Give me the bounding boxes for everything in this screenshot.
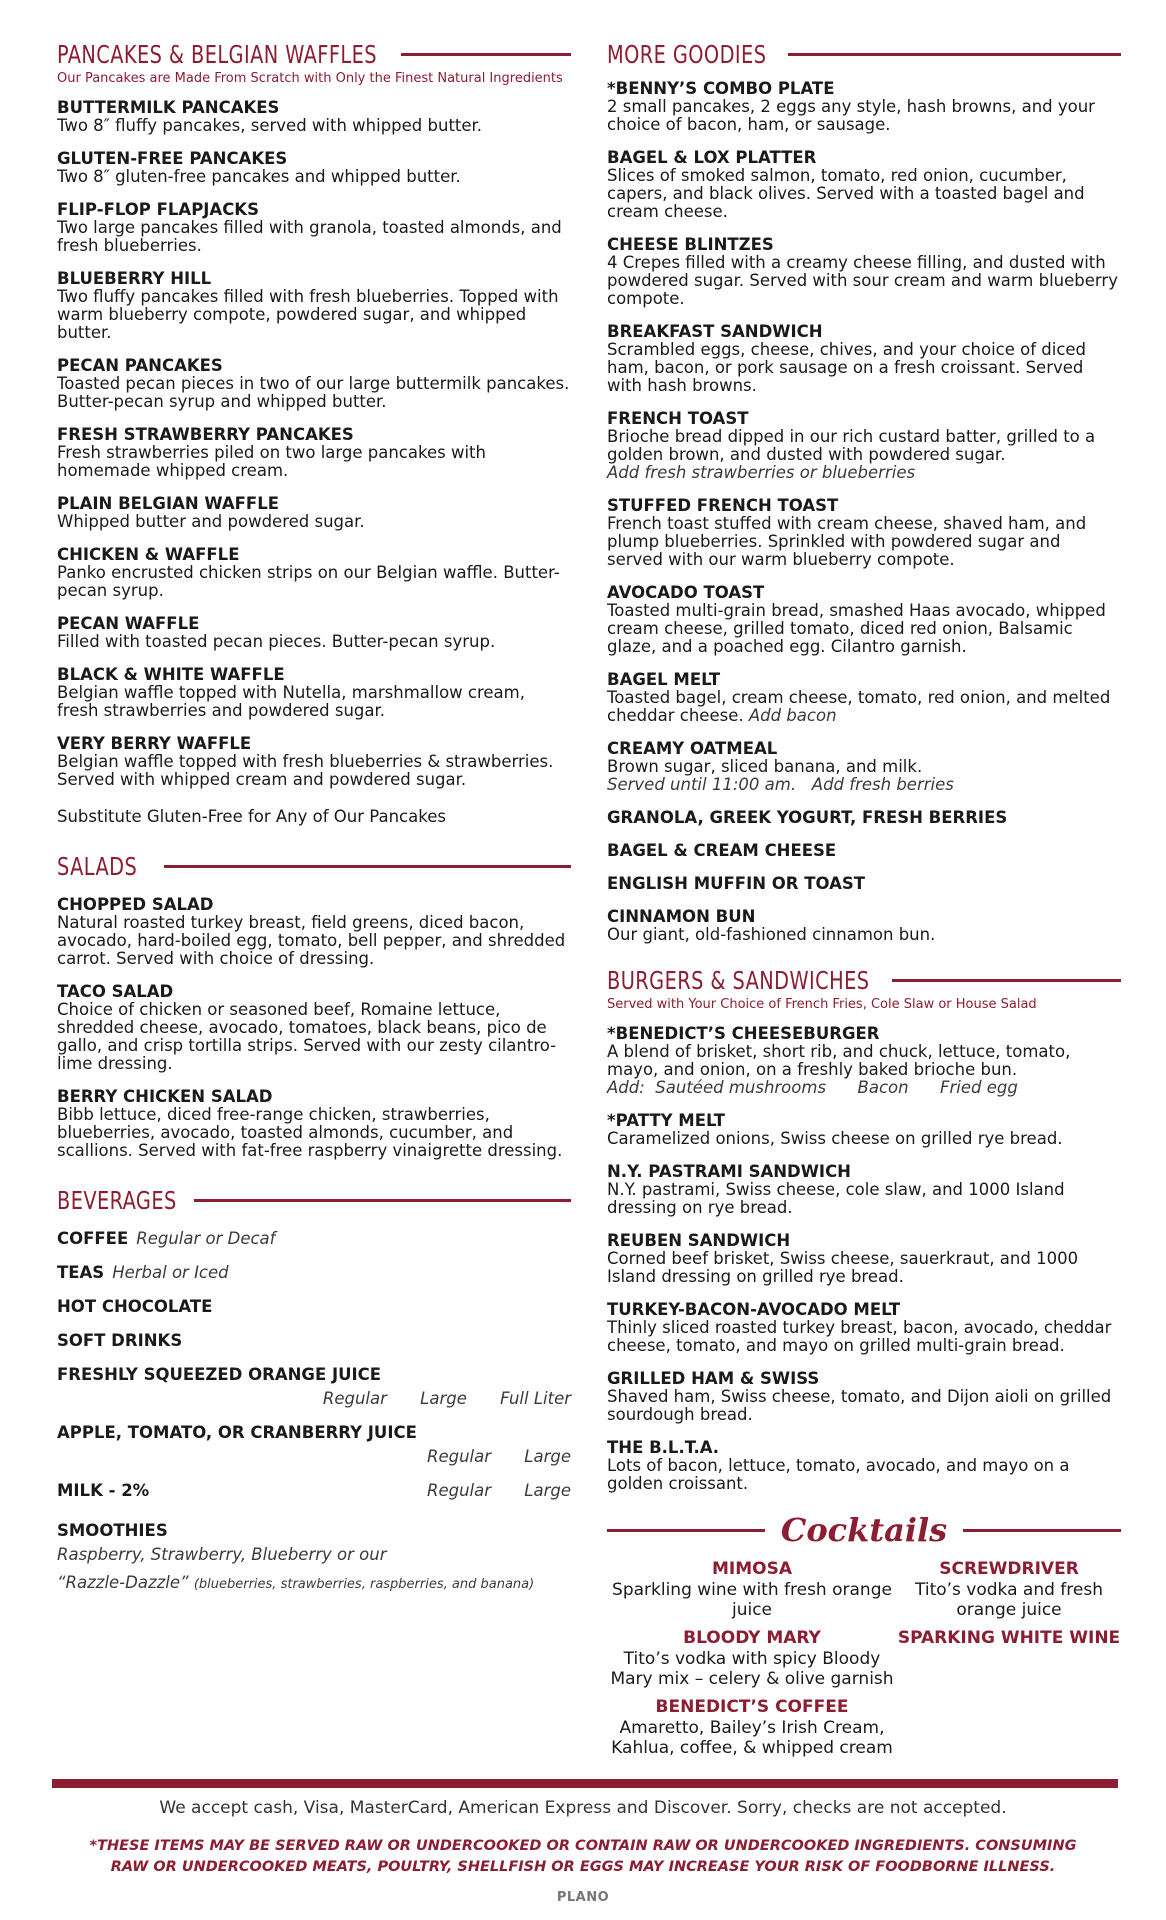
item-desc-text: Brown sugar, sliced banana, and milk. [607,757,923,776]
item-desc [57,513,571,531]
item-desc-text: N.Y. pastrami, Swiss cheese, cole slaw, and 1000 Island dressing on rye bread. [607,1180,1065,1217]
item-name: STUFFED FRENCH TOAST [607,496,839,515]
goodies-section [607,40,1121,944]
item-desc [607,254,1121,308]
cocktail-desc: Tito’s vodka and fresh orange juice [914,1580,1103,1620]
item-name: CHICKEN & WAFFLE [57,545,240,564]
menu-item [607,739,1121,794]
menu-item [57,665,571,720]
item-desc-text: Belgian waffle topped with Nutella, marshmallow cream, fresh strawberries and powdered sugar. [57,683,525,720]
menu-item [57,1087,571,1160]
item-desc-text: Belgian waffle topped with fresh blueberries & strawberries. Served with whipped cream and powdered sugar. [57,752,554,789]
size-option: Full Liter [500,1389,571,1408]
location-label: PLANO [556,1890,610,1905]
cocktails-title: Cocktails [780,1511,948,1549]
gluten-free-note: Substitute Gluten-Free for Any of Our Pancakes [57,807,446,826]
burger-items [607,1024,1121,1493]
item-desc-text: Lots of bacon, lettuce, tomato, avocado, and mayo on a golden croissant. [607,1456,1070,1493]
size-option: Large [524,1447,571,1466]
menu-item [57,98,571,135]
item-name: FLIP-FLOP FLAPJACKS [57,200,259,219]
item-desc-text: 4 Crepes filled with a creamy cheese filling, and dusted with powdered sugar. Served with sour cream and warm blueberry compote. [607,253,1118,308]
menu-item [607,670,1121,725]
item-name: GRANOLA, GREEK YOGURT, FRESH BERRIES [607,808,1008,827]
section-title: BEVERAGES [57,1186,177,1215]
cocktail-desc: Amaretto, Bailey’s Irish Cream, Kahlua, coffee, & whipped cream [611,1718,893,1758]
section-title: PANCAKES & BELGIAN WAFFLES [57,40,377,69]
item-name: BUTTERMILK PANCAKES [57,98,280,117]
cocktail-item [897,1559,1121,1620]
menu-item [607,1300,1121,1355]
section-subtitle: Our Pancakes are Made From Scratch with Only the Finest Natural Ingredients [57,71,563,86]
size-option: Large [420,1389,467,1408]
item-name: ENGLISH MUFFIN OR TOAST [607,874,865,893]
item-desc [607,1319,1121,1355]
item-name: BAGEL & CREAM CHEESE [607,841,837,860]
cocktail-item [607,1697,897,1758]
item-desc-text: Two fluffy pancakes filled with fresh blueberries. Topped with warm blueberry compote, powdered sugar, and whipped butter. [57,287,559,342]
menu-item [607,841,1121,860]
item-name: PLAIN BELGIAN WAFFLE [57,494,279,513]
size-options [399,1481,571,1501]
item-desc [57,117,571,135]
item-desc [57,219,571,255]
item-name: AVOCADO TOAST [607,583,765,602]
item-desc [57,1001,571,1073]
item-desc [57,444,571,480]
item-name: GLUTEN-FREE PANCAKES [57,149,288,168]
section-header [57,1186,571,1215]
menu-item [607,1024,1121,1097]
payment-note: We accept cash, Visa, MasterCard, American Express and Discover. Sorry, checks are not accepted. [159,1798,1007,1818]
cocktail-name: SPARKING WHITE WINE [897,1628,1121,1648]
item-name: BAGEL & LOX PLATTER [607,148,817,167]
section-rule [607,1529,765,1532]
size-option: Regular [427,1481,492,1500]
item-name: PECAN WAFFLE [57,614,200,633]
item-desc-text: Fresh strawberries piled on two large pancakes with homemade whipped cream. [57,443,486,480]
item-desc-text: Thinly sliced roasted turkey breast, bacon, avocado, cheddar cheese, tomato, and mayo on grilled multi-grain bread. [607,1318,1112,1355]
menu-item [607,1162,1121,1217]
item-name: BLACK & WHITE WAFFLE [57,665,285,684]
item-desc [607,341,1121,395]
item-desc [57,168,571,186]
item-desc [607,926,1121,944]
menu-item [607,322,1121,395]
item-desc-text: Two 8″ gluten-free pancakes and whipped butter. [57,167,461,186]
item-desc-text: Shaved ham, Swiss cheese, tomato, and Dijon aioli on grilled sourdough bread. [607,1387,1112,1424]
item-name: TURKEY-BACON-AVOCADO MELT [607,1300,901,1319]
section-header [57,40,571,69]
razzle-dazzle-detail: (blueberries, strawberries, raspberries, and banana) [193,1577,535,1592]
pancakes-section [57,40,571,826]
item-desc [607,1250,1121,1286]
item-name: CHEESE BLINTZES [607,235,774,254]
smoothies-row [57,1521,571,1599]
size-option: Large [524,1481,571,1500]
item-name: CREAMY OATMEAL [607,739,778,758]
item-desc-text: Corned beef brisket, Swiss cheese, sauerkraut, and 1000 Island dressing on grilled rye bread. [607,1249,1079,1286]
item-desc-text: Toasted bagel, cream cheese, tomato, red onion, and melted cheddar cheese. [607,688,1111,725]
cocktail-item [607,1628,897,1689]
menu-item [57,200,571,255]
cocktail-item [897,1628,1121,1649]
milk-row [57,1481,571,1501]
cocktail-name: MIMOSA [711,1559,792,1579]
section-rule [164,865,571,868]
burgers-section [607,966,1121,1493]
section-subtitle: Served with Your Choice of French Fries, Cole Slaw or House Salad [607,997,1037,1012]
menu-item [57,494,571,531]
menu-item [607,1231,1121,1286]
bev-name: TEAS [57,1263,105,1282]
item-addon: Served until 11:00 am. Add fresh berries [607,775,954,794]
menu-item [607,1438,1121,1493]
cocktail-item [607,1559,897,1620]
pancake-items [57,98,571,789]
juice-row [57,1423,571,1467]
item-desc [57,564,571,600]
coffee-row [57,1229,571,1249]
item-desc [57,375,571,411]
section-title: SALADS [57,852,138,881]
razzle-dazzle: “Razzle-Dazzle” [57,1573,189,1592]
size-options [57,1447,571,1467]
size-options [57,1389,571,1409]
menu-item [607,235,1121,308]
cocktails-section [607,1511,1121,1766]
item-desc [57,753,571,789]
item-desc [57,288,571,342]
item-name: BERRY CHICKEN SALAD [57,1087,273,1106]
goodies-items [607,79,1121,944]
section-rule [892,979,1121,982]
item-desc [607,1130,1121,1148]
menu-item [607,79,1121,134]
smoothie-desc: Raspberry, Strawberry, Blueberry or our [57,1545,387,1564]
item-desc [607,689,1121,725]
cocktail-name: BENEDICT’S COFFEE [655,1697,849,1717]
item-name: FRESH STRAWBERRY PANCAKES [57,425,354,444]
menu-item [607,583,1121,656]
item-name: *BENEDICT’S CHEESEBURGER [607,1024,880,1043]
menu-item [607,409,1121,482]
item-name: *BENNY’S COMBO PLATE [607,79,835,98]
item-name: FRENCH TOAST [607,409,749,428]
item-desc [57,914,571,968]
item-name: *PATTY MELT [607,1111,726,1130]
item-desc-text: A blend of brisket, short rib, and chuck, lettuce, tomato, mayo, and onion, on a freshly baked brioche bun. [607,1042,1071,1079]
item-desc-text: Choice of chicken or seasoned beef, Romaine lettuce, shredded cheese, avocado, tomatoes, black beans, pico de gallo, and crisp tortilla strips. Served with our zesty cilantro-lime dressing. [57,1000,557,1073]
menu-item [607,808,1121,827]
cocktail-column-right [897,1559,1121,1766]
menu-item [607,1369,1121,1424]
menu-item [57,356,571,411]
cocktail-name: SCREWDRIVER [939,1559,1079,1579]
size-option: Regular [322,1389,387,1408]
section-rule [194,1199,571,1202]
item-desc [607,1457,1121,1493]
menu-item [57,545,571,600]
item-desc-text: Natural roasted turkey breast, field greens, diced bacon, avocado, hard-boiled egg, tomato, bell pepper, and shredded carrot. Served with choice of dressing. [57,913,566,968]
menu-item [607,874,1121,893]
bev-name: COFFEE [57,1229,129,1248]
item-name: THE B.L.T.A. [607,1438,720,1457]
item-desc-text: Scrambled eggs, cheese, chives, and your choice of diced ham, bacon, or pork sausage on a fresh croissant. Served with hash browns. [607,340,1087,395]
section-rule [788,53,1121,56]
section-header [607,40,1121,69]
bev-option: Regular or Decaf [136,1229,276,1248]
cocktail-column-left [607,1559,897,1766]
menu-item [607,1111,1121,1148]
item-desc-text: Filled with toasted pecan pieces. Butter-pecan syrup. [57,632,496,651]
item-name: CINNAMON BUN [607,907,756,926]
cocktail-desc: Sparkling wine with fresh orange juice [612,1580,892,1620]
bev-option: Herbal or Iced [112,1263,229,1282]
item-desc-text: Slices of smoked salmon, tomato, red onion, cucumber, capers, and black olives. Served with a toasted bagel and cream cheese. [607,166,1085,221]
section-rule [401,53,571,56]
salad-items [57,895,571,1160]
menu-item [57,149,571,186]
item-desc [607,428,1121,464]
item-desc-text: Bibb lettuce, diced free-range chicken, strawberries, blueberries, avocado, toasted almonds, cucumber, and scallions. Served with fat-free raspberry vinaigrette dressing. [57,1105,563,1160]
item-desc [57,684,571,720]
item-desc [607,1043,1121,1079]
section-rule [963,1529,1121,1532]
oj-row [57,1365,571,1409]
menu-item [607,148,1121,221]
item-desc [57,633,571,651]
item-desc [607,1388,1121,1424]
item-desc-text: Toasted pecan pieces in two of our large buttermilk pancakes. Butter-pecan syrup and whipped butter. [57,374,570,411]
item-desc [607,602,1121,656]
salads-section [57,852,571,1160]
item-addon: Add: Sautéed mushrooms Bacon Fried egg [607,1078,1018,1097]
item-name: PECAN PANCAKES [57,356,223,375]
menu-item [57,734,571,789]
bev-name: APPLE, TOMATO, OR CRANBERRY JUICE [57,1423,417,1442]
item-desc [607,167,1121,221]
item-desc-text: Toasted multi-grain bread, smashed Haas avocado, whipped cream cheese, grilled tomato, diced red onion, Balsamic glaze, and a poached egg. Cilantro garnish. [607,601,1106,656]
item-desc-text: Two large pancakes filled with granola, toasted almonds, and fresh blueberries. [57,218,562,255]
item-name: REUBEN SANDWICH [607,1231,791,1250]
menu-item [607,496,1121,569]
menu-item [57,269,571,342]
cocktail-header [607,1511,1121,1549]
cocktail-list [607,1559,1121,1766]
menu-item [57,425,571,480]
section-header [607,966,1121,995]
section-header [57,852,571,881]
cocktail-desc: Tito’s vodka with spicy Bloody Mary mix – celery & olive garnish [610,1649,894,1689]
item-desc-text: 2 small pancakes, 2 eggs any style, hash browns, and your choice of bacon, ham, or sausage. [607,97,1095,134]
menu-item [57,614,571,651]
cocktail-name: BLOODY MARY [683,1628,821,1648]
bev-name: SMOOTHIES [57,1521,168,1540]
item-desc-text: Whipped butter and powdered sugar. [57,512,365,531]
menu-item [57,982,571,1073]
footer-divider [52,1779,1118,1788]
item-name: VERY BERRY WAFFLE [57,734,252,753]
item-name: BAGEL MELT [607,670,721,689]
smoothie-desc-2 [57,1569,571,1599]
item-addon: Add fresh strawberries or blueberries [607,463,916,482]
item-name: CHOPPED SALAD [57,895,214,914]
item-desc [57,1106,571,1160]
item-desc-text: Our giant, old-fashioned cinnamon bun. [607,925,936,944]
bev-name: MILK - 2% [57,1481,150,1500]
item-desc [607,758,1121,776]
item-desc-text: Panko encrusted chicken strips on our Belgian waffle. Butter-pecan syrup. [57,563,560,600]
menu-item [607,907,1121,944]
item-desc [607,1181,1121,1217]
item-desc [607,98,1121,134]
hot-chocolate-row: HOT CHOCOLATE [57,1297,213,1316]
item-addon: Add bacon [748,706,837,725]
beverages-section [57,1186,571,1599]
item-name: GRILLED HAM & SWISS [607,1369,820,1388]
soft-drinks-row: SOFT DRINKS [57,1331,183,1350]
section-title: MORE GOODIES [607,40,767,69]
item-name: TACO SALAD [57,982,174,1001]
item-desc-text: Caramelized onions, Swiss cheese on grilled rye bread. [607,1129,1063,1148]
item-name: N.Y. PASTRAMI SANDWICH [607,1162,851,1181]
section-title: BURGERS & SANDWICHES [607,966,870,995]
size-option: Regular [427,1447,492,1466]
left-column [57,40,571,1613]
bev-name: FRESHLY SQUEEZED ORANGE JUICE [57,1365,382,1384]
teas-row [57,1263,571,1283]
item-desc-text: French toast stuffed with cream cheese, shaved ham, and plump blueberries. Sprinkled with powdered sugar and served with our warm blueberry compote. [607,514,1087,569]
item-name: BLUEBERRY HILL [57,269,212,288]
menu-item [57,895,571,968]
item-desc-text: Two 8″ fluffy pancakes, served with whipped butter. [57,116,483,135]
item-name: BREAKFAST SANDWICH [607,322,823,341]
item-desc-text: Brioche bread dipped in our rich custard batter, grilled to a golden brown, and dusted with powdered sugar. [607,427,1096,464]
health-warning: *THESE ITEMS MAY BE SERVED RAW OR UNDERCOOKED OR CONTAIN RAW OR UNDERCOOKED INGREDIENTS. CONSUMING RAW OR UNDERCOOKED MEATS, POULTRY, SHELLFISH OR EGGS MAY INCREASE YOUR RISK OF FOODBORNE ILLNESS. [89,1838,1077,1875]
item-desc [607,515,1121,569]
right-column [607,40,1121,1766]
